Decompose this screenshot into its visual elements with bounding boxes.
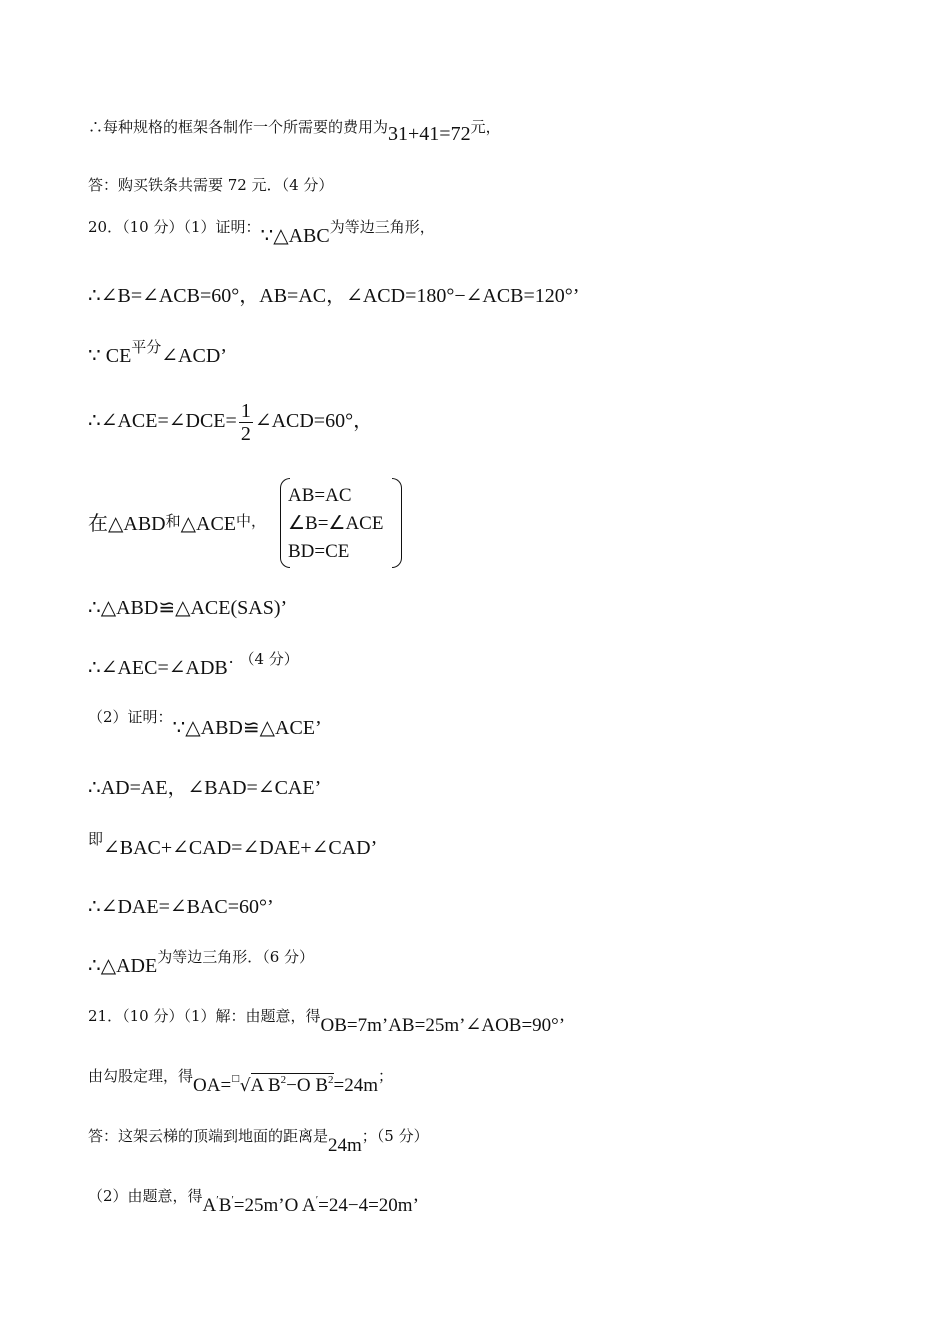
line-cost-total: ∴每种规格的框架各制作一个所需要的费用为31+41=72元， xyxy=(88,118,501,145)
line-ad-ae: ∴AD=AE，∠BAD=∠CAE’ xyxy=(88,777,322,799)
line-equilateral-ade: ∴△ADE为等边三角形．（6 分） xyxy=(88,948,315,977)
ab-prime-expr: A′B′=25m’O A′=24−4=20m’ xyxy=(202,1194,419,1216)
line-dae-bac: ∴∠DAE=∠BAC=60°’ xyxy=(88,896,274,918)
line-q21-header: 21．（10 分）（1）解：由题意，得OB=7m’AB=25m’∠AOB=90°’ xyxy=(88,1007,566,1036)
fraction-one-half: $\frac{1}{2}$ xyxy=(240,400,251,445)
line-q20-header: 20．（10 分）（1）证明：∵△ABC为等边三角形， xyxy=(88,218,435,247)
line-ce-bisects: ∵ CE平分∠ACD’ xyxy=(88,338,227,367)
line-angle-sum: 即∠BAC+∠CAD=∠DAE+∠CAD’ xyxy=(88,830,378,859)
system-row-1: AB=AC xyxy=(288,485,352,506)
line-part2-proof: （2）证明：∵△ABD≌△ACE’ xyxy=(88,708,322,739)
line-in-triangles: 在△ABD和△ACE中， xyxy=(88,512,267,535)
line-answer-19: 答：购买铁条共需要 72 元．（4 分） xyxy=(88,176,334,194)
line-ace-dce: ∴∠ACE=∠DCE= $\frac{1}{2}$ ∠ACD=60°， xyxy=(88,400,374,445)
radical: □√ xyxy=(231,1074,251,1096)
congruence-system xyxy=(280,478,402,568)
line-pythagoras: 由勾股定理，得OA=□√A $B^2-O$ $B^2=24m$； xyxy=(88,1067,394,1096)
radicand: A $B^2-O$ $B^2$ xyxy=(250,1074,334,1096)
system-row-2: ∠B=∠ACE xyxy=(288,513,384,534)
line-angles-60: ∴∠B=∠ACB=60°，AB=AC，∠ACD=180°−∠ACB=120°’ xyxy=(88,285,580,307)
line-congruent-sas: ∴△ABD≌△ACE(SAS)’ xyxy=(88,597,288,619)
line-answer-21-1: 答：这架云梯的顶端到地面的距离是24m；（5 分） xyxy=(88,1127,429,1156)
system-row-3: BD=CE xyxy=(288,541,350,562)
line-aec-adb: ∴∠AEC=∠ADB˙ （4 分） xyxy=(88,650,299,679)
right-paren xyxy=(392,478,402,568)
line-part2-given: （2）由题意，得A′B′=25m’O A′=24−4=20m’ xyxy=(88,1187,419,1216)
